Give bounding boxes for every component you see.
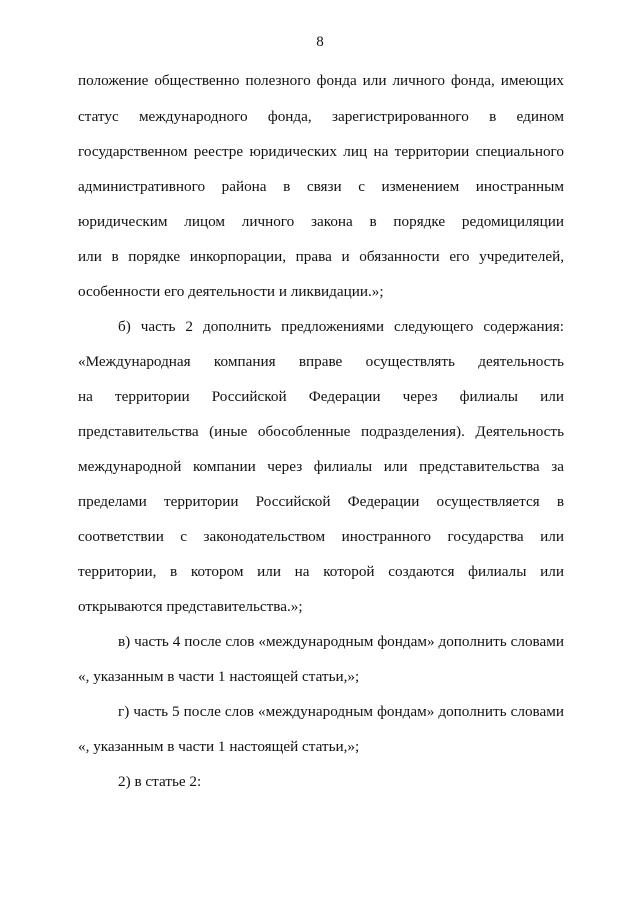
text-line: соответствии с законодательством иностранного государства или (78, 528, 564, 545)
text-line: пределами территории Российской Федерации осуществляется в (78, 493, 564, 510)
text-line: на территории Российской Федерации через филиалы или (78, 388, 564, 405)
text-line: или в порядке инкорпорации, права и обязанности его учредителей, (78, 248, 564, 265)
text-line: статус международного фонда, зарегистрированного в едином (78, 108, 564, 125)
text-line: «, указанным в части 1 настоящей статьи,»; (78, 738, 360, 755)
page-number: 8 (316, 34, 324, 50)
text-line: юридическим лицом личного закона в порядке редомициляции (78, 213, 564, 230)
text-line: государственном реестре юридических лиц на территории специального (78, 143, 564, 160)
text-line: «, указанным в части 1 настоящей статьи,»; (78, 668, 360, 685)
text-line: административного района в связи с изменением иностранным (78, 178, 564, 195)
text-line: положение общественно полезного фонда или личного фонда, имеющих (78, 72, 564, 89)
text-line: представительства (иные обособленные подразделения). Деятельность (78, 423, 564, 440)
paragraph-first-line: б) часть 2 дополнить предложениями следующего содержания: (118, 318, 564, 335)
paragraph-first-line: 2) в статье 2: (118, 773, 202, 790)
text-line: особенности его деятельности и ликвидации.»; (78, 283, 384, 300)
text-line: «Международная компания вправе осуществлять деятельность (78, 353, 564, 370)
paragraph-first-line: в) часть 4 после слов «международным фондам» дополнить словами (118, 633, 564, 650)
text-line: открываются представительства.»; (78, 598, 303, 615)
text-line: международной компании через филиалы или представительства за (78, 458, 564, 475)
text-line: территории, в котором или на которой создаются филиалы или (78, 563, 564, 580)
paragraph-first-line: г) часть 5 после слов «международным фондам» дополнить словами (118, 703, 564, 720)
